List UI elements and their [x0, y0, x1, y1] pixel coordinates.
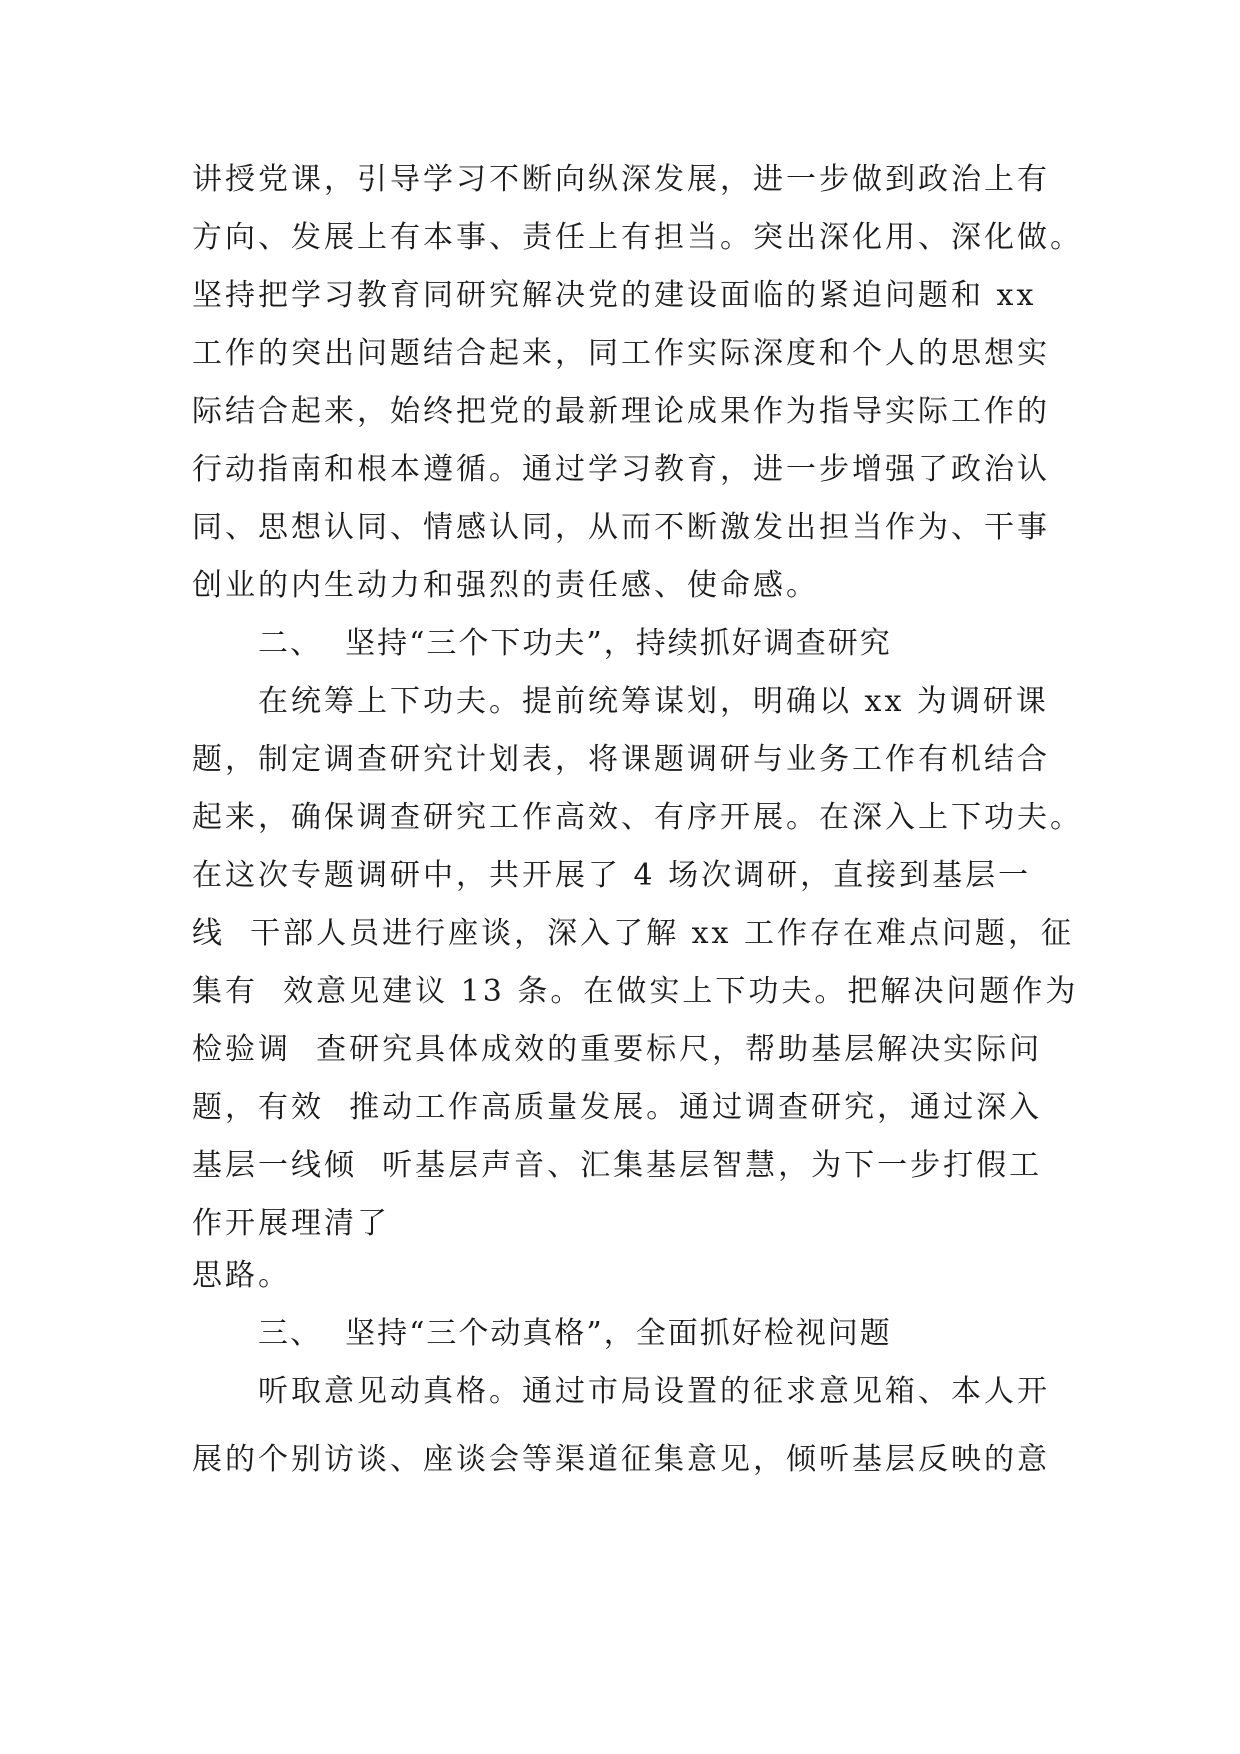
body-line: 讲授党课，引导学习不断向纵深发展，进一步做到政治上有 [192, 162, 1050, 197]
body-line: 际结合起来，始终把党的最新理论成果作为指导实际工作的 [192, 394, 1050, 429]
body-line: 方向、发展上有本事、责任上有担当。突出深化用、深化做。 [192, 220, 1083, 255]
body-line: 作开展理清了 [192, 1206, 390, 1241]
body-line: 集有 效意见建议 13 条。在做实上下功夫。把解决问题作为 [192, 974, 1079, 1009]
body-line: 工作的突出问题结合起来，同工作实际深度和个人的思想实 [192, 336, 1050, 371]
body-line: 题，制定调查研究计划表，将课题调研与业务工作有机结合 [192, 742, 1050, 777]
body-line: 起来，确保调查研究工作高效、有序开展。在深入上下功夫。 [192, 800, 1083, 835]
body-line: 线 干部人员进行座谈，深入了解 xx 工作存在难点问题，征 [192, 916, 1074, 951]
body-line: 基层一线倾 听基层声音、汇集基层智慧，为下一步打假工 [192, 1148, 1043, 1183]
body-line: 检验调 查研究具体成效的重要标尺，帮助基层解决实际问 [192, 1032, 1043, 1067]
body-line: 坚持把学习教育同研究解决党的建设面临的紧迫问题和 xx [192, 278, 1037, 313]
body-line: 在这次专题调研中，共开展了 4 场次调研，直接到基层一 [192, 858, 1032, 893]
body-line: 展的个别访谈、座谈会等渠道征集意见，倾听基层反映的意 [192, 1442, 1050, 1477]
body-line: 听取意见动真格。通过市局设置的征求意见箱、本人开 [258, 1374, 1050, 1409]
section-heading: 二、 坚持“三个下功夫”，持续抓好调查研究 [258, 626, 892, 661]
body-line: 创业的内生动力和强烈的责任感、使命感。 [192, 568, 819, 603]
body-line: 行动指南和根本遵循。通过学习教育，进一步增强了政治认 [192, 452, 1050, 487]
section-heading: 三、 坚持“三个动真格”，全面抓好检视问题 [258, 1316, 892, 1351]
body-line: 同、思想认同、情感认同，从而不断激发出担当作为、干事 [192, 510, 1050, 545]
body-line: 思路。 [192, 1258, 291, 1293]
body-line: 题，有效 推动工作高质量发展。通过调查研究，通过深入 [192, 1090, 1043, 1125]
body-line: 在统筹上下功夫。提前统筹谋划，明确以 xx 为调研课 [258, 684, 1049, 719]
